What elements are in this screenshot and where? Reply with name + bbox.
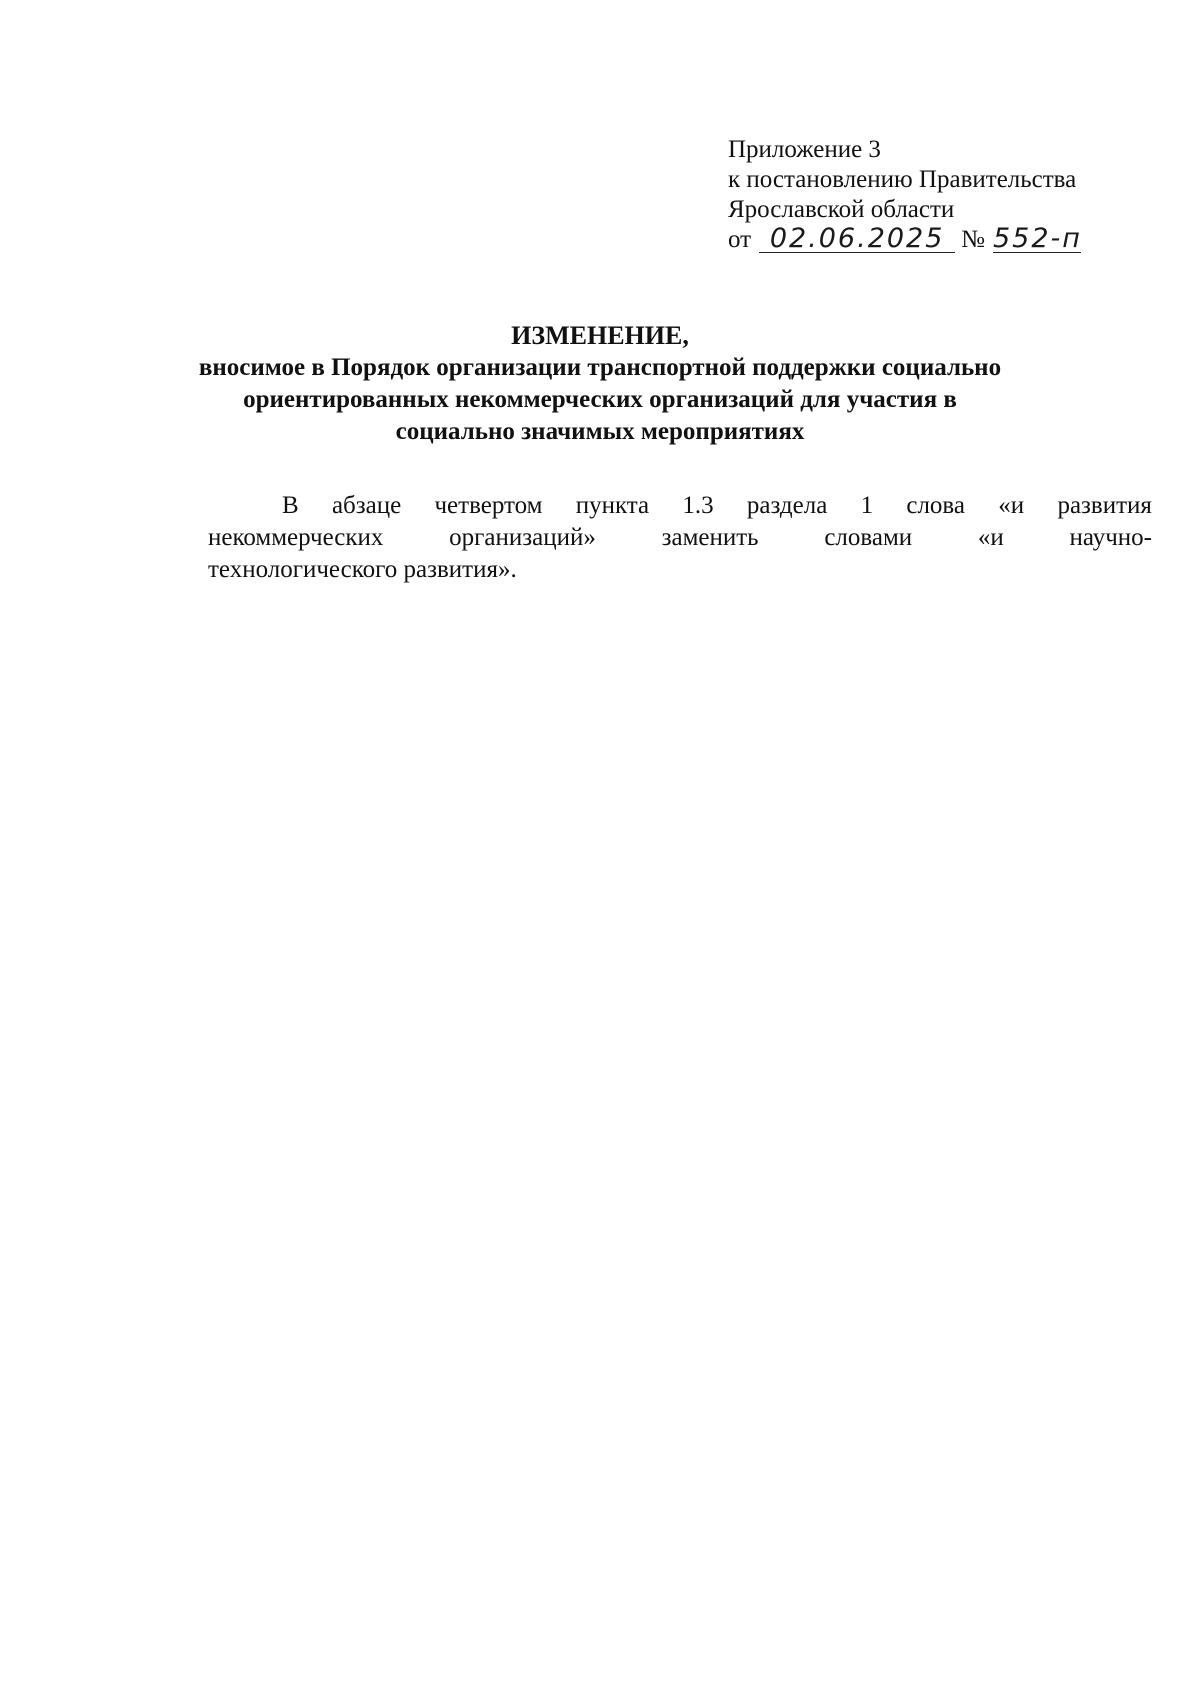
word: слова	[906, 492, 966, 519]
appendix-header	[728, 135, 1168, 255]
word: «и	[977, 524, 1004, 551]
appendix-number: Приложение 3	[728, 136, 881, 163]
word: научно-	[1069, 524, 1152, 551]
word: некоммерческих	[208, 524, 384, 551]
body-line-1	[208, 490, 1152, 522]
handwritten-date: 02.06.2025	[759, 226, 955, 253]
title-subline-1: вносимое в Порядок организации транспортной поддержки социально	[198, 354, 1002, 381]
word: четвертом	[434, 492, 543, 519]
body-line-3: технологического развития».	[208, 556, 517, 583]
appendix-reference: к постановлению Правительства	[728, 166, 1077, 193]
handwritten-number: 552-п	[992, 223, 1082, 254]
word: развития	[1057, 492, 1152, 519]
word: абзаце	[331, 492, 402, 519]
number-sign: №	[961, 226, 985, 253]
word: 1.3	[682, 492, 714, 519]
appendix-region: Ярославской области	[728, 196, 955, 223]
word: раздела	[746, 492, 828, 519]
body-paragraph	[208, 490, 1152, 586]
word: В	[282, 492, 299, 519]
word: организаций»	[449, 524, 596, 551]
word: 1	[860, 492, 874, 519]
word: пункта	[575, 492, 650, 519]
title-heading: ИЗМЕНЕНИЕ,	[511, 321, 689, 350]
word: «и	[998, 492, 1025, 519]
title-subline-3: социально значимых мероприятиях	[395, 418, 805, 445]
appendix-date-line	[728, 225, 1168, 255]
date-prefix: от	[728, 226, 752, 253]
document-title	[100, 320, 1100, 448]
title-subline-2: ориентированных некоммерческих организаций для участия в	[243, 386, 957, 413]
body-line-2	[208, 522, 1152, 554]
word: словами	[824, 524, 913, 551]
word: заменить	[661, 524, 759, 551]
